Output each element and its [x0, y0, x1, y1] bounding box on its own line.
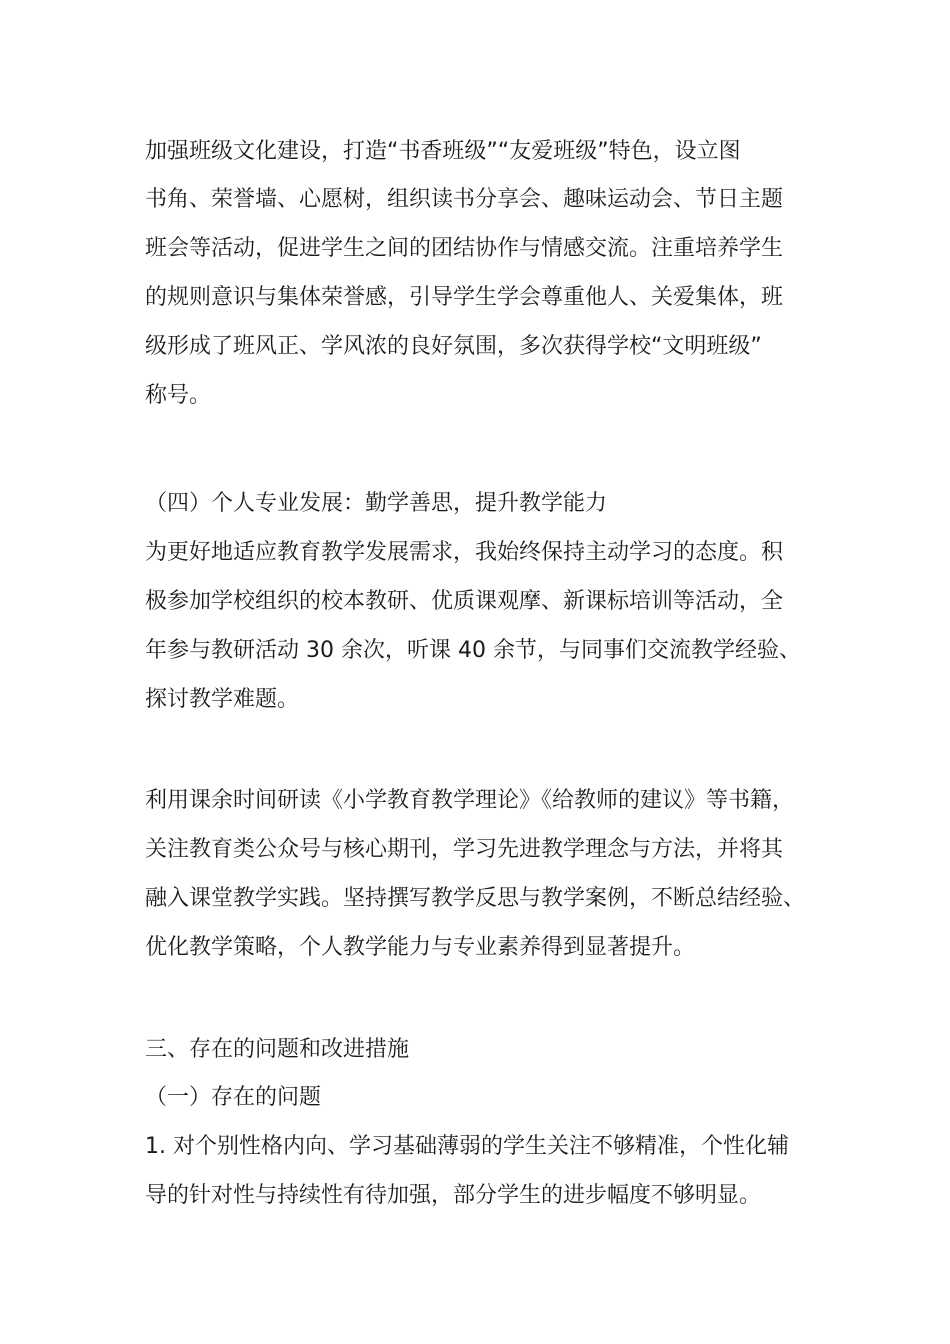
- section-title-problems-and-measures: 三、存在的问题和改进措施: [145, 1037, 410, 1062]
- text-line: 称号。: [145, 383, 212, 408]
- text-line: 班会等活动，促进学生之间的团结协作与情感交流。注重培养学生: [145, 236, 784, 261]
- text-line: 利用课余时间研读《小学教育教学理论》《给教师的建议》等书籍，: [145, 788, 795, 813]
- text-line: 书角、荣誉墙、心愿树，组织读书分享会、趣味运动会、节日主题: [145, 187, 784, 212]
- text-line: 1. 对个别性格内向、学习基础薄弱的学生关注不够精准，个性化辅: [145, 1134, 789, 1159]
- subsection-title-problems: （一）存在的问题: [145, 1085, 322, 1110]
- text-line: 加强班级文化建设，打造“书香班级”“友爱班级”特色，设立图: [145, 139, 741, 164]
- text-line: 导的针对性与持续性有待加强，部分学生的进步幅度不够明显。: [145, 1183, 762, 1208]
- text-line: 为更好地适应教育教学发展需求，我始终保持主动学习的态度。积: [145, 540, 784, 565]
- section-heading-professional-development: （四）个人专业发展：勤学善思，提升教学能力: [145, 491, 608, 516]
- text-line: 融入课堂教学实践。坚持撰写教学反思与教学案例，不断总结经验、: [145, 886, 806, 911]
- text-line: 极参加学校组织的校本教研、优质课观摩、新课标培训等活动，全: [145, 589, 784, 614]
- text-line: 的规则意识与集体荣誉感，引导学生学会尊重他人、关爱集体，班: [145, 285, 784, 310]
- text-line: 探讨教学难题。: [145, 687, 300, 712]
- text-line: 级形成了班风正、学风浓的良好氛围，多次获得学校“文明班级”: [145, 334, 762, 359]
- text-line: 关注教育类公众号与核心期刊，学习先进教学理念与方法，并将其: [145, 837, 784, 862]
- text-line: 优化教学策略，个人教学能力与专业素养得到显著提升。: [145, 935, 696, 960]
- text-line: 年参与教研活动 30 余次，听课 40 余节，与同事们交流教学经验、: [145, 638, 801, 663]
